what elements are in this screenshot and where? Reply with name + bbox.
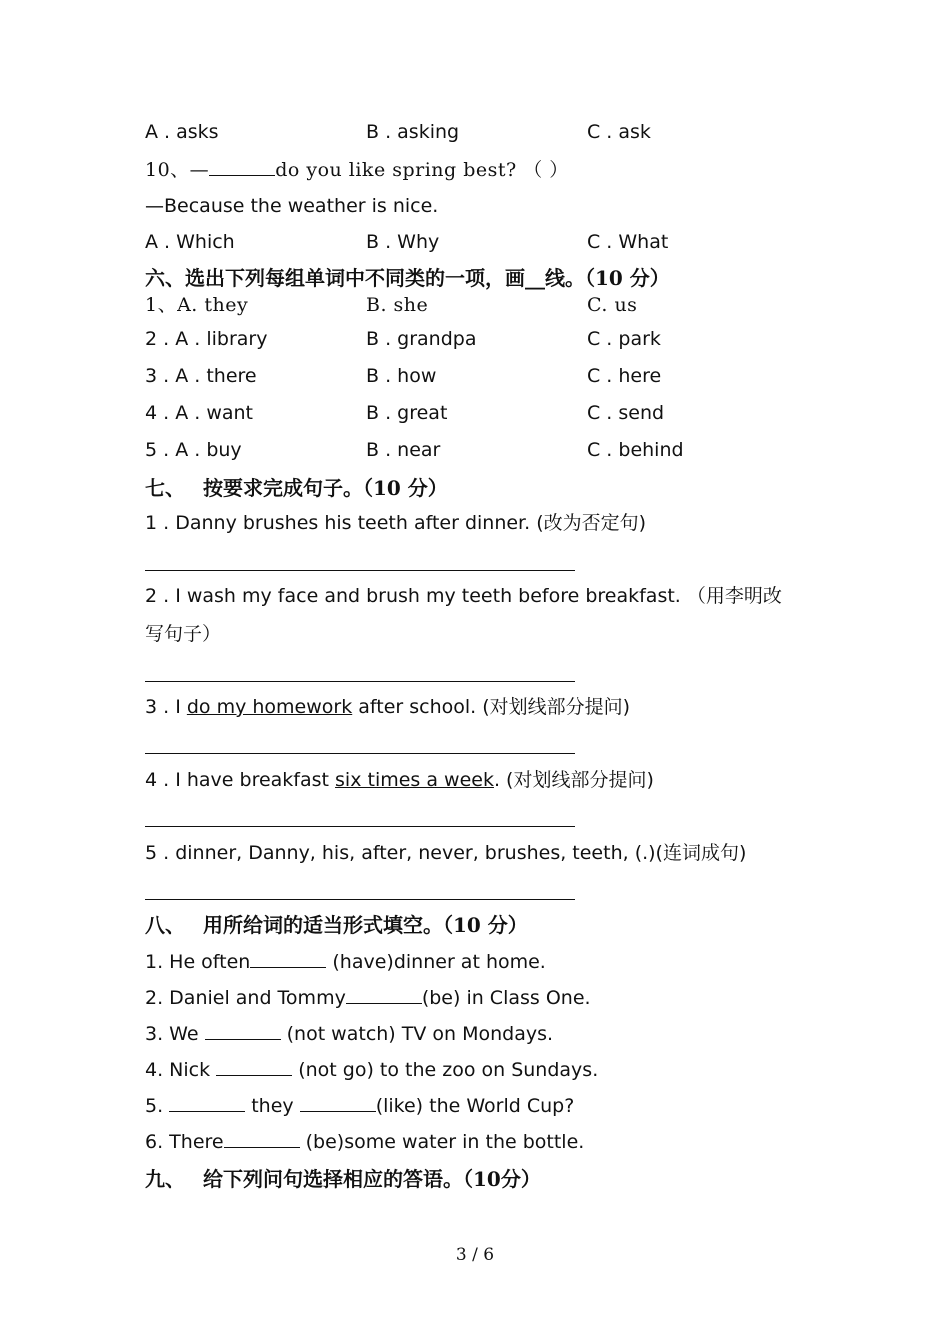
q10-option-b: B . Why [366,231,440,253]
s7-q2-line2: 写句子） [145,623,222,645]
q10-blank[interactable] [209,159,275,176]
s8-q1-pre: 1. He often [145,951,251,973]
section6-heading: 六、选出下列每组单词中不同类的一项，画__线。（10 分） [145,266,670,290]
s6-r2-c: C . park [587,328,661,350]
s6-r1-b: B. she [366,294,429,316]
s8-q5-post: (like) the World Cup? [375,1095,575,1117]
s8-q5-blank-1[interactable] [169,1095,245,1112]
s8-q2-pre: 2. Daniel and Tommy [145,987,346,1009]
s8-q1-blank[interactable] [250,951,326,968]
s7-q5-answer-line[interactable] [145,899,575,900]
s8-q5-pre: 5. [145,1095,170,1117]
q10-answer-line: —Because the weather is nice. [145,195,439,217]
q10-question [145,159,569,181]
s7-q4 [145,769,654,791]
section8-number: 八、 [145,913,185,937]
q10-option-a: A . Which [145,231,235,253]
section6-row-2 [145,328,795,350]
section9-heading [145,1168,541,1190]
page-number: 3 / 6 [455,1245,495,1265]
s7-q3-answer-line[interactable] [145,753,575,754]
section8-heading [145,914,528,936]
q9-option-c: C . ask [587,121,651,143]
section6-row-4 [145,402,795,424]
q9-option-b: B . asking [366,121,460,143]
s8-q2-post: (be) in Class One. [421,987,591,1009]
section6-row-3 [145,365,795,387]
s8-q6 [145,1131,584,1153]
s6-r1-a: 1、A. they [145,294,249,316]
s6-r2-b: B . grandpa [366,328,477,350]
section9-title: 给下列问句选择相应的答语。（10分） [203,1167,541,1191]
s6-r4-c: C . send [587,402,665,424]
section7-title: 按要求完成句子。（10 分） [203,476,448,500]
s8-q5-blank-2[interactable] [300,1095,376,1112]
s6-r5-a: 5 . A . buy [145,439,242,461]
s7-q4-answer-line[interactable] [145,826,575,827]
s8-q4-blank[interactable] [216,1059,292,1076]
s7-q3 [145,696,630,718]
s7-q3-pre: 3 . I [145,696,187,718]
section6-row-5 [145,439,795,461]
section6-row-1 [145,294,795,316]
s8-q2 [145,987,591,1009]
s8-q5 [145,1095,574,1117]
s6-r5-b: B . near [366,439,441,461]
s8-q5-mid: they [245,1095,300,1117]
section9-number: 九、 [145,1167,185,1191]
s7-q2-answer-line[interactable] [145,681,575,682]
s6-r2-a: 2 . A . library [145,328,268,350]
s6-r5-c: C . behind [587,439,684,461]
s8-q6-pre: 6. There [145,1131,224,1153]
section7-number: 七、 [145,476,185,500]
s7-q3-underlined: do my homework [186,696,353,718]
s8-q4 [145,1059,598,1081]
s8-q4-post: (not go) to the zoo on Sundays. [292,1059,599,1081]
s8-q2-blank[interactable] [346,987,422,1004]
s7-q1-answer-line[interactable] [145,570,575,571]
s7-q4-underlined: six times a week [335,769,494,791]
s8-q3 [145,1023,553,1045]
s8-q6-blank[interactable] [224,1131,300,1148]
s8-q3-pre: 3. We [145,1023,205,1045]
s8-q6-post: (be)some water in the bottle. [299,1131,585,1153]
q10-stem: do you like spring best? （ ） [275,159,569,181]
s7-q3-post: after school. (对划线部分提问) [352,696,631,718]
s7-q5: 5 . dinner, Danny, his, after, never, brushes, teeth, (.)(连词成句) [145,842,747,864]
q9-option-a: A . asks [145,121,219,143]
s6-r3-b: B . how [366,365,437,387]
s6-r4-b: B . great [366,402,448,424]
s7-q4-pre: 4 . I have breakfast [145,769,336,791]
s8-q4-pre: 4. Nick [145,1059,217,1081]
s8-q3-blank[interactable] [205,1023,281,1040]
section8-title: 用所给词的适当形式填空。（10 分） [203,913,528,937]
s6-r4-a: 4 . A . want [145,402,253,424]
q10-options [145,231,795,253]
s8-q1 [145,951,546,973]
q10-number: 10、— [145,159,210,181]
s8-q3-post: (not watch) TV on Mondays. [280,1023,554,1045]
q10-option-c: C . What [587,231,669,253]
s6-r3-c: C . here [587,365,662,387]
s6-r3-a: 3 . A . there [145,365,257,387]
section7-heading [145,477,448,499]
s7-q2-line1: 2 . I wash my face and brush my teeth before breakfast. （用李明改 [145,585,782,607]
q9-options [145,121,795,143]
s7-q1: 1 . Danny brushes his teeth after dinner. (改为否定句) [145,512,647,534]
s6-r1-c: C. us [587,294,638,316]
s7-q4-post: . (对划线部分提问) [493,769,654,791]
s8-q1-post: (have)dinner at home. [326,951,546,973]
